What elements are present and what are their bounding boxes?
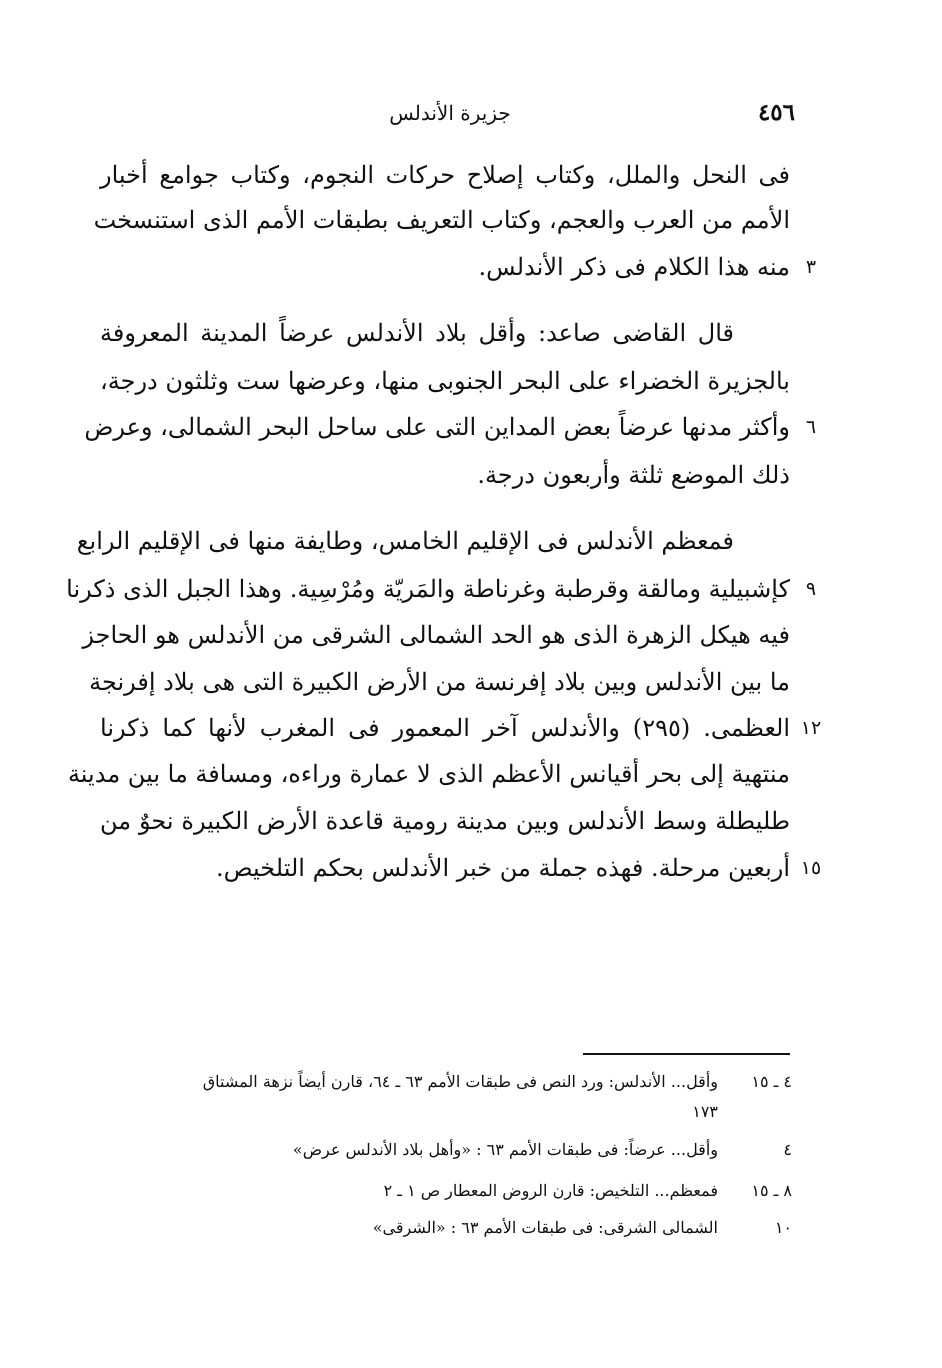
body-line-7: ذلك الموضع ثلثة وأربعون درجة.	[477, 461, 790, 489]
body-line-2: الأمم من العرب والعجم، وكتاب التعريف بطبقات الأمم الذى استنسخت	[93, 206, 790, 234]
body-line-11: ما بين الأندلس وبين بلاد إفرنسة من الأرض الكبيرة التى هى بلاد إفرنجة	[89, 668, 790, 696]
body-line-5: بالجزيرة الخضراء على البحر الجنوبى منها، وعرضها ست وثلثون درجة،	[100, 367, 790, 395]
running-title: جزيرة الأندلس	[389, 101, 511, 125]
line-number-6: ٦	[805, 416, 817, 438]
body-line-4: قال القاضى صاعد: وأقل بلاد الأندلس عرضاً المدينة المعروفة	[100, 319, 734, 347]
footnote-1-text: وأقل... الأندلس: ورد النص فى طبقات الأمم ٦٣ ـ ٦٤، قارن أيضاً نزهة المشتاق	[202, 1072, 718, 1091]
footnote-2-ref: ٤	[783, 1140, 792, 1159]
footnote-4-text: الشمالى الشرقى: فى طبقات الأمم ٦٣ : «الشرقى»	[372, 1218, 718, 1237]
body-line-8: فمعظم الأندلس فى الإقليم الخامس، وطايفة منها فى الإقليم الرابع	[76, 527, 734, 555]
body-line-1: فى النحل والملل، وكتاب إصلاح حركات النجوم، وكتاب جوامع أخبار	[100, 161, 790, 189]
line-number-9: ٩	[805, 578, 817, 600]
body-line-13: منتهية إلى بحر أقيانس الأعظم الذى لا عمارة وراءه، ومسافة ما بين مدينة	[67, 760, 790, 788]
page-number: ٤٥٦	[757, 99, 795, 126]
footnote-1-continuation: ١٧٣	[692, 1102, 718, 1121]
footnote-3-text: فمعظم... التلخيص: قارن الروض المعطار ص ١ ـ ٢	[383, 1181, 718, 1200]
body-line-3: منه هذا الكلام فى ذكر الأندلس.	[478, 253, 790, 281]
line-number-12: ١٢	[800, 717, 822, 739]
body-line-6: وأكثر مدنها عرضاً بعض المداين التى على ساحل البحر الشمالى، وعرض	[84, 413, 790, 441]
body-line-15: أربعين مرحلة. فهذه جملة من خبر الأندلس بحكم التلخيص.	[216, 854, 790, 882]
body-line-14: طليطلة وسط الأندلس وبين مدينة رومية قاعدة الأرض الكبيرة نحوٌ من	[100, 807, 790, 835]
footnote-rule	[583, 1053, 790, 1055]
line-number-3: ٣	[805, 256, 817, 278]
footnote-1-ref: ٤ ـ ١٥	[751, 1072, 792, 1091]
body-line-9: كإشبيلية ومالقة وقرطبة وغرناطة والمَريّة ومُرْسِية. وهذا الجبل الذى ذكرنا	[66, 575, 790, 603]
footnote-3-ref: ٨ ـ ١٥	[751, 1181, 792, 1200]
footnote-2-text: وأقل... عرضاً: فى طبقات الأمم ٦٣ : «وأهل بلاد الأندلس عرض»	[292, 1140, 718, 1159]
line-number-15: ١٥	[800, 857, 822, 879]
body-line-12: العظمى. (٢٩٥) والأندلس آخر المعمور فى المغرب لأنها كما ذكرنا	[100, 714, 790, 742]
body-line-10: فيه هيكل الزهرة الذى هو الحد الشمالى الشرقى من الأندلس هو الحاجز	[82, 621, 790, 649]
footnote-4-ref: ١٠	[774, 1218, 792, 1237]
